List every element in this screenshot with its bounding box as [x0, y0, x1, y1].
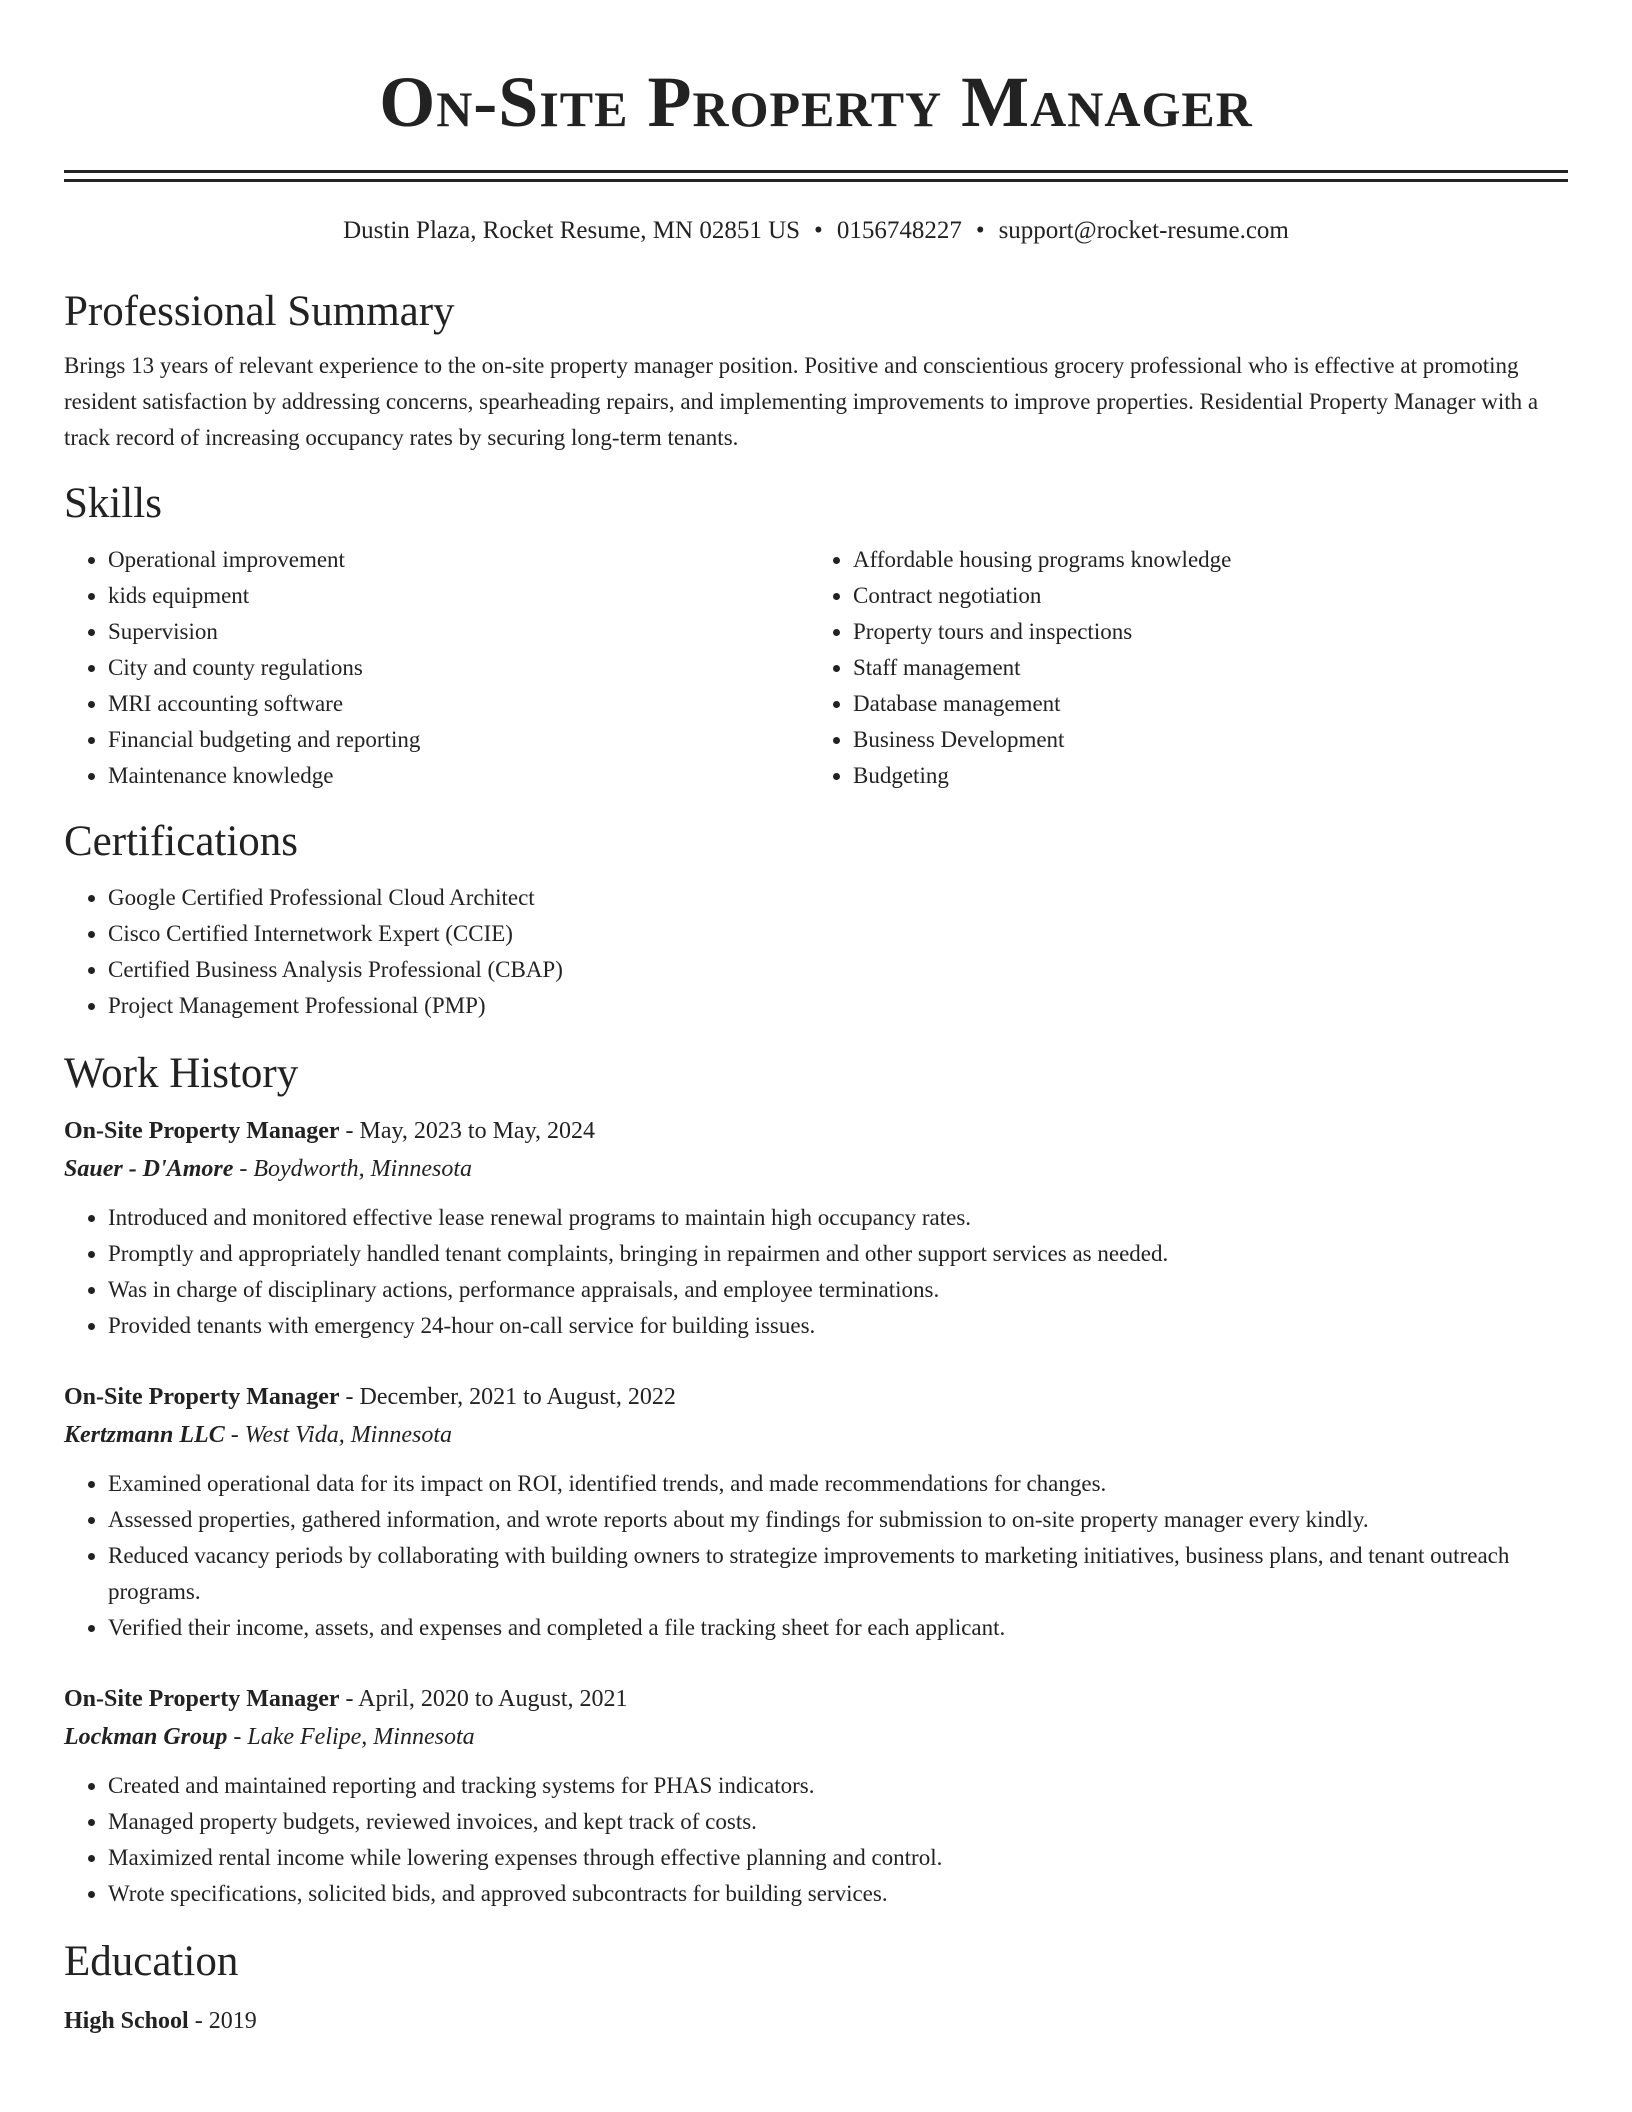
- certifications-list: [64, 880, 1568, 1024]
- job-bullet: • Verified their income, assets, and expenses and completed a file tracking sheet for each applicant.: [108, 1610, 1568, 1646]
- job-company: Lockman Group: [64, 1724, 228, 1750]
- job-company-line: [64, 1416, 1568, 1454]
- job-title: On-Site Property Manager: [64, 1118, 340, 1144]
- skill-item: • Maintenance knowledge: [108, 758, 823, 794]
- certification-item: • Certified Business Analysis Professional (CBAP): [108, 952, 1568, 988]
- certification-item: • Project Management Professional (PMP): [108, 988, 1568, 1024]
- section-heading: Certifications: [64, 818, 299, 865]
- job-bullet: • Introduced and monitored effective lease renewal programs to maintain high occupancy rates.: [108, 1200, 1568, 1236]
- contact-separator: •: [814, 217, 823, 244]
- job-bullet: • Assessed properties, gathered information, and wrote reports about my findings for submission to on-site property manager every kindly.: [108, 1502, 1568, 1538]
- education-entry: [64, 2002, 1568, 2040]
- certification-item: • Cisco Certified Internetwork Expert (CCIE): [108, 916, 1568, 952]
- job-bullet: • Maximized rental income while lowering expenses through effective planning and control.: [108, 1840, 1568, 1876]
- resume-title: On-Site Property Manager: [379, 62, 1253, 142]
- skill-item: • MRI accounting software: [108, 686, 823, 722]
- job-bullets: [64, 1768, 1568, 1912]
- job-bullets: [64, 1466, 1568, 1646]
- job-bullet: • Provided tenants with emergency 24-hour on-call service for building issues.: [108, 1308, 1568, 1344]
- section-heading: Education: [64, 1938, 239, 1985]
- skill-item: • Database management: [853, 686, 1568, 722]
- skill-item: • kids equipment: [108, 578, 823, 614]
- education-section: [64, 1936, 1568, 2040]
- skill-item: • Business Development: [853, 722, 1568, 758]
- job-dates: - April, 2020 to August, 2021: [339, 1686, 628, 1712]
- job-location: - Lake Felipe, Minnesota: [227, 1724, 475, 1750]
- job-entry: [64, 1680, 1568, 1912]
- job-entry: [64, 1378, 1568, 1646]
- skill-item: • Contract negotiation: [853, 578, 1568, 614]
- job-title-line: [64, 1378, 1568, 1416]
- job-location: - West Vida, Minnesota: [224, 1422, 453, 1448]
- section-heading: Work History: [64, 1050, 299, 1097]
- skill-item: • Staff management: [853, 650, 1568, 686]
- job-dates: - May, 2023 to May, 2024: [339, 1118, 596, 1144]
- certification-item: • Google Certified Professional Cloud Architect: [108, 880, 1568, 916]
- contact-line: [64, 214, 1568, 248]
- job-dates: - December, 2021 to August, 2022: [339, 1384, 676, 1410]
- skill-item: • Affordable housing programs knowledge: [853, 542, 1568, 578]
- section-heading: Professional Summary: [64, 288, 455, 335]
- contact-separator: •: [975, 217, 985, 244]
- job-title-line: [64, 1112, 1568, 1150]
- skill-item: • Budgeting: [853, 758, 1568, 794]
- job-bullet: • Was in charge of disciplinary actions, performance appraisals, and employee terminations.: [108, 1272, 1568, 1308]
- job-bullet: • Managed property budgets, reviewed invoices, and kept track of costs.: [108, 1804, 1568, 1840]
- job-bullet: • Created and maintained reporting and tracking systems for PHAS indicators.: [108, 1768, 1568, 1804]
- job-entry: [64, 1112, 1568, 1344]
- summary-text: Brings 13 years of relevant experience to the on-site property manager position. Positive and conscientious grocery professional who is effective at promoting resident satisfaction by addressing concerns, spearheading repairs, and implementing improvements to improve properties. Residential Property Manager with a track record of increasing occupancy rates by securing long-term tenants.: [64, 353, 1539, 450]
- contact-email: support@rocket-resume.com: [998, 217, 1289, 244]
- education-degree: High School: [64, 2008, 189, 2034]
- skill-item: • Supervision: [108, 614, 823, 650]
- skill-item: • City and county regulations: [108, 650, 823, 686]
- job-bullets: [64, 1200, 1568, 1344]
- job-title: On-Site Property Manager: [64, 1686, 340, 1712]
- contact-address: Dustin Plaza, Rocket Resume, MN 02851 US: [343, 217, 801, 244]
- work-history-section: [64, 1048, 1568, 1912]
- job-bullet: • Wrote specifications, solicited bids, and approved subcontracts for building services.: [108, 1876, 1568, 1912]
- skill-item: • Financial budgeting and reporting: [108, 722, 823, 758]
- skills-list-left: [64, 542, 823, 794]
- job-title: On-Site Property Manager: [64, 1384, 340, 1410]
- job-company: Sauer - D'Amore: [64, 1156, 234, 1182]
- skills-section: [64, 478, 1568, 794]
- skills-columns: [64, 542, 1568, 794]
- job-location: - Boydworth, Minnesota: [233, 1156, 472, 1182]
- certifications-section: [64, 816, 1568, 1024]
- job-company: Kertzmann LLC: [64, 1422, 225, 1448]
- professional-summary-section: [64, 286, 1568, 456]
- job-bullet: • Reduced vacancy periods by collaborating with building owners to strategize improvements to marketing initiatives, business plans, and tenant outreach programs.: [108, 1538, 1568, 1610]
- skills-list-right: [823, 542, 1568, 794]
- job-company-line: [64, 1150, 1568, 1188]
- skill-item: • Property tours and inspections: [853, 614, 1568, 650]
- contact-phone: 0156748227: [836, 217, 962, 244]
- title-divider: [64, 170, 1568, 182]
- skill-item: • Operational improvement: [108, 542, 823, 578]
- job-company-line: [64, 1718, 1568, 1756]
- section-heading: Skills: [64, 480, 162, 527]
- job-bullet: • Examined operational data for its impact on ROI, identified trends, and made recommendations for changes.: [108, 1466, 1568, 1502]
- job-bullet: • Promptly and appropriately handled tenant complaints, bringing in repairmen and other support services as needed.: [108, 1236, 1568, 1272]
- education-year: - 2019: [188, 2008, 257, 2034]
- job-title-line: [64, 1680, 1568, 1718]
